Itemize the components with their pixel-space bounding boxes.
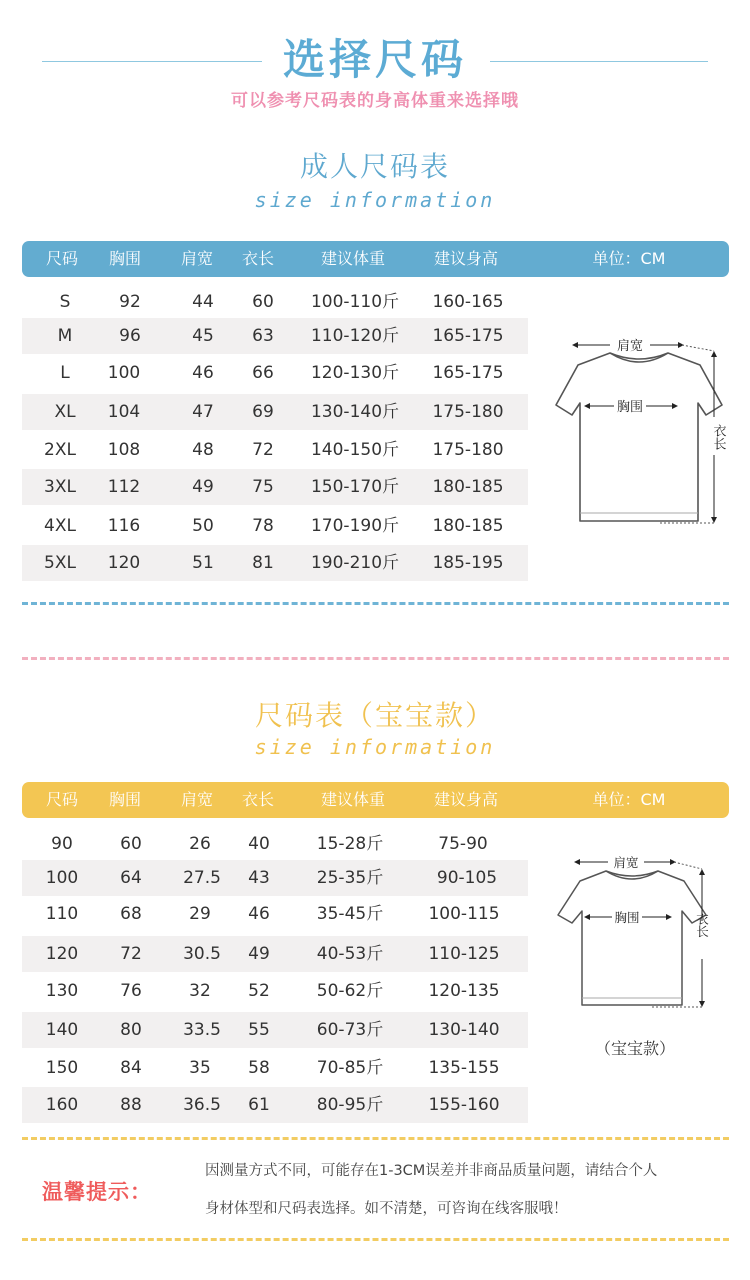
adult-table-header — [22, 241, 729, 277]
cell-length: 52 — [248, 981, 270, 1001]
table-row — [22, 973, 528, 1009]
cell-chest: 120 — [107, 553, 141, 573]
cell-height: 165-175 — [432, 363, 504, 383]
tip-divider-bottom — [22, 1238, 729, 1241]
cell-weight: 60-73斤 — [316, 1020, 384, 1040]
table-row — [22, 826, 528, 862]
header-chest: 胸围 — [108, 790, 142, 809]
table-row — [22, 432, 528, 468]
table-row — [22, 284, 528, 320]
cell-size: XL — [54, 402, 76, 422]
header-shoulder: 肩宽 — [180, 790, 214, 809]
cell-weight: 190-210斤 — [310, 553, 400, 573]
baby-diagram-caption: （宝宝款） — [595, 1039, 676, 1058]
cell-length: 49 — [248, 944, 270, 964]
cell-height: 110-125 — [428, 944, 500, 964]
cell-length: 63 — [252, 326, 274, 346]
tip-text-line-2: 身材体型和尺码表选择。如不清楚，可咨询在线客服哦！ — [205, 1201, 568, 1217]
cell-shoulder: 36.5 — [183, 1095, 221, 1115]
tip-text-line-1: 因测量方式不同，可能存在1-3CM误差并非商品质量问题，请结合个人 — [205, 1163, 658, 1179]
tshirt-icon — [558, 871, 706, 1005]
cell-height: 75-90 — [438, 834, 488, 854]
cell-shoulder: 32 — [189, 981, 211, 1001]
table-row — [22, 469, 528, 505]
cell-size: 110 — [45, 904, 79, 924]
cell-size: 130 — [45, 981, 79, 1001]
table-row — [22, 545, 528, 581]
cell-chest: 112 — [107, 477, 141, 497]
cell-weight: 170-190斤 — [310, 516, 400, 536]
cell-height: 130-140 — [428, 1020, 500, 1040]
section-divider-blue — [22, 602, 729, 605]
cell-height: 175-180 — [432, 402, 504, 422]
section-divider-pink — [22, 657, 729, 660]
table-row — [22, 394, 528, 430]
cell-length: 46 — [248, 904, 270, 924]
cell-height: 185-195 — [432, 553, 504, 573]
cell-shoulder: 30.5 — [183, 944, 221, 964]
cell-size: 120 — [45, 944, 79, 964]
cell-chest: 60 — [120, 834, 142, 854]
baby-section-title: 尺码表（宝宝款） — [254, 699, 495, 732]
cell-weight: 50-62斤 — [316, 981, 384, 1001]
cell-chest: 104 — [107, 402, 141, 422]
tip-label: 温馨提示： — [42, 1180, 152, 1204]
table-row — [22, 1050, 528, 1086]
cell-weight: 35-45斤 — [316, 904, 384, 924]
cell-shoulder: 51 — [192, 553, 214, 573]
cell-shoulder: 50 — [192, 516, 214, 536]
cell-weight: 40-53斤 — [316, 944, 384, 964]
cell-height: 120-135 — [428, 981, 500, 1001]
chest-label: 胸围 — [614, 910, 640, 925]
cell-length: 81 — [252, 553, 274, 573]
cell-length: 78 — [252, 516, 274, 536]
cell-shoulder: 46 — [192, 363, 214, 383]
cell-weight: 140-150斤 — [310, 440, 400, 460]
adult-section-title: 成人尺码表 — [299, 150, 450, 183]
cell-length: 55 — [248, 1020, 270, 1040]
adult-tshirt-diagram — [548, 325, 738, 530]
cell-length: 58 — [248, 1058, 270, 1078]
cell-size: M — [57, 326, 73, 346]
shoulder-label: 肩宽 — [616, 339, 644, 354]
cell-height: 180-185 — [432, 477, 504, 497]
cell-height: 180-185 — [432, 516, 504, 536]
cell-chest: 92 — [119, 292, 141, 312]
cell-weight: 150-170斤 — [310, 477, 400, 497]
cell-height: 100-115 — [428, 904, 500, 924]
header-unit: 单位：CM — [592, 790, 666, 809]
length-label: 衣长 — [710, 424, 726, 450]
cell-length: 43 — [248, 868, 270, 888]
cell-weight: 15-28斤 — [316, 834, 384, 854]
table-row — [22, 896, 528, 932]
cell-size: 3XL — [44, 477, 76, 497]
table-row — [22, 936, 528, 972]
cell-chest: 84 — [120, 1058, 142, 1078]
header-length: 衣长 — [241, 249, 275, 268]
cell-weight: 80-95斤 — [316, 1095, 384, 1115]
table-row — [22, 508, 528, 544]
cell-length: 66 — [252, 363, 274, 383]
cell-length: 72 — [252, 440, 274, 460]
baby-section-subtitle: size information — [254, 735, 496, 759]
cell-shoulder: 27.5 — [183, 868, 221, 888]
shoulder-label: 肩宽 — [613, 855, 639, 870]
cell-size: 100 — [45, 868, 79, 888]
header-size: 尺码 — [45, 249, 79, 268]
cell-chest: 72 — [120, 944, 142, 964]
cell-height: 155-160 — [428, 1095, 500, 1115]
header-unit: 单位：CM — [592, 249, 666, 268]
cell-chest: 68 — [120, 904, 142, 924]
tip-divider-top — [22, 1137, 729, 1140]
cell-weight: 25-35斤 — [316, 868, 384, 888]
cell-size: 4XL — [44, 516, 76, 536]
cell-size: L — [60, 363, 70, 383]
cell-weight: 70-85斤 — [316, 1058, 384, 1078]
cell-size: 5XL — [44, 553, 76, 573]
cell-shoulder: 35 — [189, 1058, 211, 1078]
header-chest: 胸围 — [108, 249, 142, 268]
cell-size: 160 — [45, 1095, 79, 1115]
header-weight: 建议体重 — [320, 790, 386, 809]
baby-table-header — [22, 782, 729, 818]
baby-tshirt-diagram — [552, 845, 722, 1020]
table-row — [22, 318, 528, 354]
cell-size: S — [59, 292, 71, 312]
cell-height: 90-105 — [436, 868, 498, 888]
cell-length: 60 — [252, 292, 274, 312]
cell-length: 75 — [252, 477, 274, 497]
cell-size: 90 — [51, 834, 73, 854]
cell-shoulder: 26 — [189, 834, 211, 854]
cell-shoulder: 29 — [189, 904, 211, 924]
table-row — [22, 1012, 528, 1048]
cell-height: 160-165 — [432, 292, 504, 312]
cell-chest: 64 — [120, 868, 142, 888]
page-subtitle: 可以参考尺码表的身高体重来选择哦 — [231, 91, 519, 111]
cell-chest: 116 — [107, 516, 141, 536]
cell-height: 135-155 — [428, 1058, 500, 1078]
table-row — [22, 1087, 528, 1123]
cell-shoulder: 49 — [192, 477, 214, 497]
cell-shoulder: 47 — [192, 402, 214, 422]
adult-section-subtitle: size information — [254, 188, 496, 212]
cell-shoulder: 33.5 — [183, 1020, 221, 1040]
cell-chest: 108 — [107, 440, 141, 460]
cell-chest: 96 — [119, 326, 141, 346]
cell-chest: 88 — [120, 1095, 142, 1115]
header-length: 衣长 — [241, 790, 275, 809]
cell-weight: 100-110斤 — [310, 292, 400, 312]
header-height: 建议身高 — [433, 249, 499, 268]
chest-label: 胸围 — [616, 400, 644, 415]
page-title: 选择尺码 — [282, 35, 467, 84]
cell-shoulder: 44 — [192, 292, 214, 312]
cell-chest: 80 — [120, 1020, 142, 1040]
cell-chest: 76 — [120, 981, 142, 1001]
cell-shoulder: 45 — [192, 326, 214, 346]
cell-weight: 130-140斤 — [310, 402, 400, 422]
header-weight: 建议体重 — [320, 249, 386, 268]
cell-length: 40 — [248, 834, 270, 854]
cell-chest: 100 — [107, 363, 141, 383]
cell-size: 150 — [45, 1058, 79, 1078]
length-label: 衣长 — [694, 912, 710, 938]
table-row — [22, 355, 528, 391]
tshirt-icon — [556, 353, 722, 521]
cell-size: 140 — [45, 1020, 79, 1040]
header-size: 尺码 — [45, 790, 79, 809]
cell-height: 165-175 — [432, 326, 504, 346]
cell-length: 69 — [252, 402, 274, 422]
cell-shoulder: 48 — [192, 440, 214, 460]
cell-weight: 110-120斤 — [310, 326, 400, 346]
header-shoulder: 肩宽 — [180, 249, 214, 268]
table-row — [22, 860, 528, 896]
cell-size: 2XL — [44, 440, 76, 460]
cell-height: 175-180 — [432, 440, 504, 460]
cell-weight: 120-130斤 — [310, 363, 400, 383]
cell-length: 61 — [248, 1095, 270, 1115]
header-height: 建议身高 — [433, 790, 499, 809]
